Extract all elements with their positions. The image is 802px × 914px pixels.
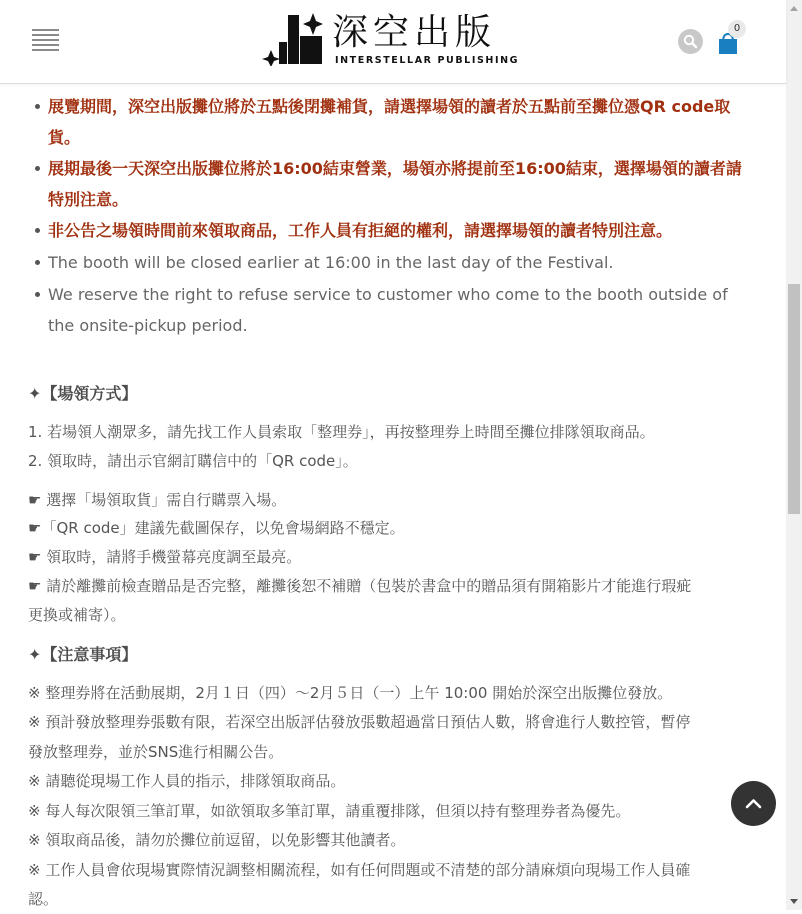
note-item: 認。 — [28, 890, 59, 908]
scroll-down-arrow-icon[interactable] — [790, 899, 798, 904]
chevron-up-icon — [731, 781, 776, 826]
note-item: ※ 工作人員會依現場實際情況調整相關流程，如有任何問題或不清楚的部分請麻煩向現場工作人員確 — [28, 861, 691, 879]
site-logo[interactable] — [260, 12, 520, 68]
site-header — [0, 0, 786, 84]
pickup-tip: ☛ 選擇「場領取貨」需自行購票入場。 — [28, 491, 287, 509]
note-item: ※ 領取商品後，請勿於攤位前逗留，以免影響其他讀者。 — [28, 831, 406, 849]
back-to-top-button[interactable] — [731, 781, 776, 826]
cart-count-badge: 0 — [728, 20, 746, 38]
note-item: 發放整理券，並於SNS進行相關公告。 — [28, 743, 284, 761]
logo-subtitle: INTERSTELLAR PUBLISHING — [335, 55, 520, 66]
note-item: ※ 每人每次限領三筆訂單，如欲領取多筆訂單，請重覆排隊，但須以持有整理券者為優先。 — [28, 802, 631, 820]
pickup-tip: ☛「QR code」建議先截圖保存，以免會場網路不穩定。 — [28, 519, 405, 537]
page-scrollbar[interactable] — [786, 0, 802, 910]
note-item: ※ 請聽從現場工作人員的指示，排隊領取商品。 — [28, 772, 346, 790]
search-button[interactable] — [678, 29, 703, 54]
pickup-tip: ☛ 請於離攤前檢查贈品是否完整，離攤後恕不補贈（包裝於書盒中的贈品須有開箱影片才能進行瑕疵 — [28, 577, 692, 595]
notice-item: 非公告之場領時間前來領取商品，工作人員有拒絕的權利，請選擇場領的讀者特別注意。 — [48, 215, 748, 246]
pickup-step: 2. 領取時，請出示官網訂購信中的「QR code」。 — [28, 452, 358, 470]
notes-heading: ✦【注意事項】 — [28, 645, 138, 664]
pickup-method-heading: ✦【場領方式】 — [28, 384, 138, 403]
pickup-step: 1. 若場領人潮眾多，請先找工作人員索取「整理券」，再按整理券上時間至攤位排隊領取商品。 — [28, 423, 655, 441]
notice-item: We reserve the right to refuse service to customer who come to the booth outside of the onsite-pickup period. — [48, 279, 748, 341]
scroll-up-arrow-icon[interactable] — [790, 6, 798, 11]
notice-item: 展覽期間，深空出版攤位將於五點後閉攤補貨，請選擇場領的讀者於五點前至攤位憑QR code取貨。 — [48, 91, 748, 153]
note-item: ※ 整理券將在活動展期，2月１日（四）～2月５日（一）上午 10:00 開始於深空出版攤位發放。 — [28, 684, 673, 702]
cart-button[interactable] — [718, 20, 752, 60]
logo-title: 深空出版 — [332, 12, 497, 53]
pickup-tip: ☛ 領取時，請將手機螢幕亮度調至最亮。 — [28, 548, 302, 566]
notice-item: 展期最後一天深空出版攤位將於16:00結束營業，場領亦將提前至16:00結束，選擇場領的讀者請特別注意。 — [48, 153, 748, 215]
notice-item: The booth will be closed earlier at 16:00 in the last day of the Festival. — [48, 247, 748, 278]
scrollbar-thumb[interactable] — [788, 284, 800, 514]
search-icon — [678, 29, 703, 54]
logo-star-icon — [260, 12, 330, 66]
hamburger-menu-icon[interactable] — [32, 29, 59, 53]
pickup-tip: 更換或補寄）。 — [28, 606, 126, 624]
note-item: ※ 預計發放整理券張數有限，若深空出版評估發放張數超過當日預估人數，將會進行人數控管，暫停 — [28, 713, 691, 731]
